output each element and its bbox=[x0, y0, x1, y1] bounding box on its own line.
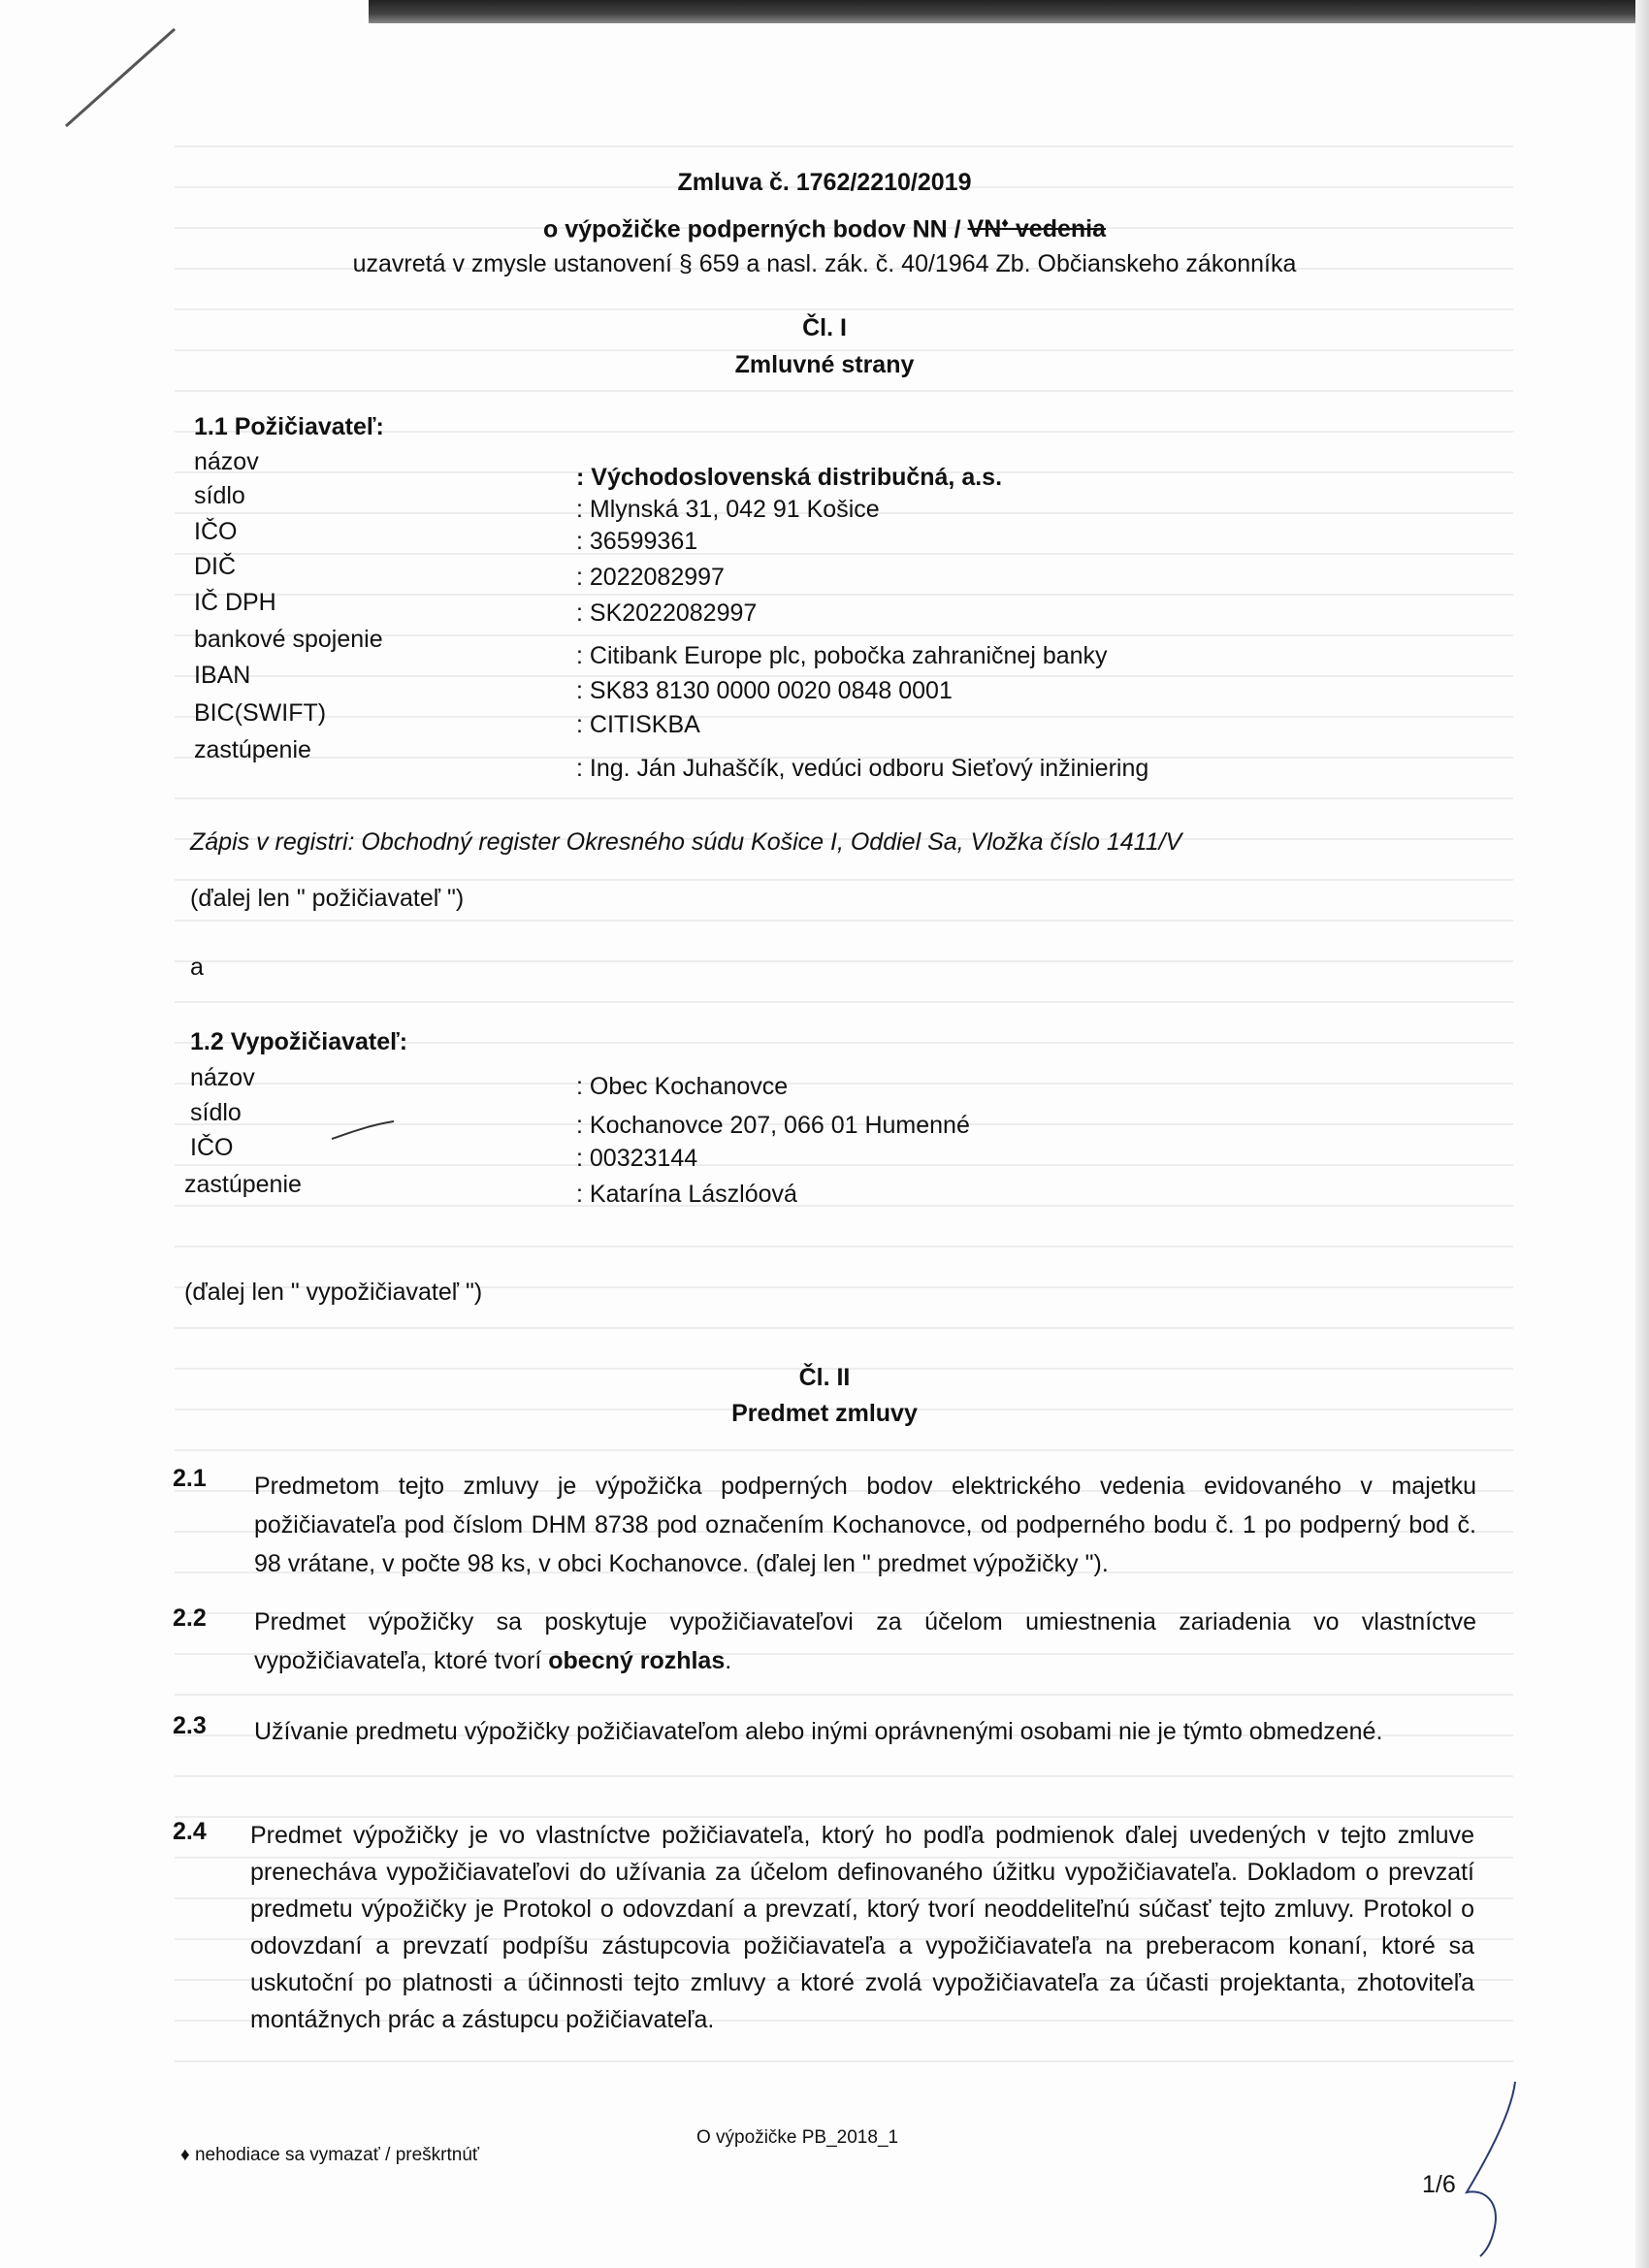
legal-basis: uzavretá v zmysle ustanovení § 659 a nasl. zák. č. 40/1964 Zb. Občianskeho zákonníka bbox=[352, 250, 1297, 277]
lender-value: : CITISKBA bbox=[576, 711, 700, 738]
article-2-title: Predmet zmluvy bbox=[731, 1400, 918, 1427]
lender-label: názov bbox=[194, 448, 259, 475]
lender-label: DIČ bbox=[194, 553, 237, 580]
lender-registry: Zápis v registri: Obchodný register Okresného súdu Košice I, Oddiel Sa, Vložka číslo 1411/V bbox=[190, 828, 1182, 856]
borrower-section-title: 1.2 Vypožičiavateľ: bbox=[190, 1028, 408, 1055]
lender-value: : SK2022082997 bbox=[576, 599, 758, 627]
contract-title: Zmluva č. 1762/2210/2019 bbox=[677, 169, 972, 196]
signature-scribble bbox=[1455, 2076, 1533, 2260]
lender-alias: (ďalej len " požičiavateľ ") bbox=[190, 885, 465, 912]
form-code: O výpožičke PB_2018_1 bbox=[696, 2127, 899, 2148]
borrower-value: : Obec Kochanovce bbox=[576, 1073, 789, 1100]
lender-value: : SK83 8130 0000 0020 0848 0001 bbox=[576, 677, 953, 704]
lender-value: : 36599361 bbox=[576, 528, 698, 555]
lender-label: BIC(SWIFT) bbox=[194, 699, 327, 727]
clause-bold-term: obecný rozhlas bbox=[548, 1647, 726, 1674]
clause-text: Predmet výpožičky je vo vlastníctve požičiavateľa, ktorý ho podľa podmienok ďalej uvedených v tejto zmluve prenecháva vypožičiavateľovi do užívania za účelom definovaného úžitku vypožičiavateľa. Dokladom o prevzatí predmetu výpožičky je Protokol o odovzdaní a prevzatí, ktorý tvorí neoddeliteľnú súčasť tejto zmluvy. Protokol o odovzdaní a prevzatí podpíšu zástupcovia požičiavateľa a vypožičiavateľa na preberacom konaní, ktoré sa uskutoční po platnosti a účinnosti tejto zmluvy a ktoré zvolá vypožičiavateľa za účasti projektanta, zhotoviteľa montážnych prác a zástupcu požičiavateľa. bbox=[250, 1822, 1474, 2033]
borrower-label: názov bbox=[190, 1064, 255, 1091]
subtitle-struck-vn: VN♦ vedenia bbox=[967, 215, 1106, 243]
clause-text: Predmetom tejto zmluvy je výpožička podperných bodov elektrického vedenia evidovaného v majetku požičiavateľa pod číslom DHM 8738 pod označením Kochanovce, od podperného bodu č. 1 po podperný bod č. 98 vrátane, v počte 98 ks, v obci Kochanovce. (ďalej len " predmet výpožičky "). bbox=[254, 1473, 1476, 1577]
article-1-title: Zmluvné strany bbox=[734, 351, 915, 378]
clause-text: Užívanie predmetu výpožičky požičiavateľom alebo inými oprávnenými osobami nie je týmto obmedzené. bbox=[254, 1718, 1383, 1745]
lender-label: IČ DPH bbox=[194, 589, 276, 616]
lender-value: : Mlynská 31, 042 91 Košice bbox=[576, 496, 880, 523]
borrower-label: zastúpenie bbox=[184, 1171, 302, 1198]
article-1-heading: Čl. I bbox=[802, 314, 847, 341]
lender-section-title: 1.1 Požičiavateľ: bbox=[194, 413, 384, 440]
lender-value: : 2022082997 bbox=[576, 564, 725, 591]
contract-subtitle bbox=[0, 208, 1649, 245]
article-2-heading: Čl. II bbox=[798, 1364, 851, 1391]
pen-scribble bbox=[330, 1116, 398, 1145]
borrower-value: : 00323144 bbox=[576, 1145, 698, 1172]
lender-label: IBAN bbox=[194, 662, 251, 689]
borrower-value: : Kochanovce 207, 066 01 Humenné bbox=[576, 1112, 970, 1139]
clause-number: 2.1 bbox=[173, 1465, 207, 1492]
lender-label: bankové spojenie bbox=[194, 626, 383, 653]
clause-text: Predmet výpožičky sa poskytuje vypožičiavateľovi za účelom umiestnenia zariadenia vo vlastníctve vypožičiavateľa, ktoré tvorí obecný rozhlas. bbox=[254, 1608, 1476, 1674]
clause-number: 2.2 bbox=[173, 1604, 207, 1632]
lender-value: : Ing. Ján Juhaščík, vedúci odboru Sieťový inžiniering bbox=[576, 755, 1149, 782]
clause-number: 2.3 bbox=[173, 1712, 207, 1739]
page-number: 1/6 bbox=[1422, 2171, 1456, 2198]
borrower-label: IČO bbox=[190, 1134, 234, 1161]
lender-label: zastúpenie bbox=[194, 736, 311, 763]
borrower-label: sídlo bbox=[190, 1099, 242, 1126]
lender-value: : Citibank Europe plc, pobočka zahraničnej banky bbox=[576, 642, 1108, 669]
clause-number: 2.4 bbox=[173, 1818, 207, 1845]
subtitle-text: o výpožičke podperných bodov NN / bbox=[542, 215, 968, 243]
scan-top-edge bbox=[369, 0, 1649, 23]
pen-stroke-mark bbox=[60, 25, 177, 132]
borrower-alias: (ďalej len " vypožičiavateľ ") bbox=[184, 1279, 483, 1306]
lender-label: IČO bbox=[194, 518, 238, 545]
lender-label: sídlo bbox=[194, 482, 245, 509]
footer-note: ♦ nehodiace sa vymazať / preškrtnúť bbox=[180, 2145, 480, 2165]
conjunction-and: a bbox=[190, 954, 204, 981]
lender-value: : Východoslovenská distribučná, a.s. bbox=[576, 464, 1003, 491]
borrower-value: : Katarína Lászlóová bbox=[576, 1181, 797, 1208]
